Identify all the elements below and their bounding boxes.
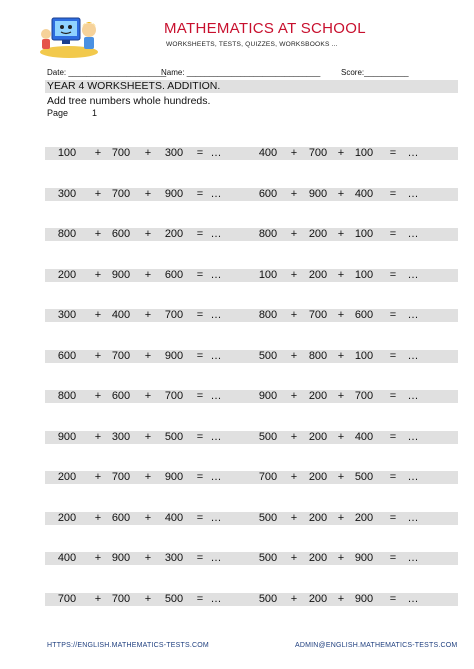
answer-blank[interactable]: …: [210, 430, 222, 443]
addend: 200: [308, 511, 328, 524]
equals-sign: =: [389, 349, 397, 362]
plus-sign: +: [144, 552, 152, 564]
score-field[interactable]: Score:__________: [341, 68, 409, 77]
plus-sign: +: [337, 187, 345, 200]
addend: 400: [258, 147, 278, 159]
plus-sign: +: [337, 511, 345, 524]
addend: 200: [164, 228, 184, 240]
answer-blank[interactable]: …: [210, 187, 222, 200]
plus-sign: +: [337, 268, 345, 281]
addend: 500: [258, 511, 278, 524]
plus-sign: +: [144, 592, 152, 605]
addend: 500: [164, 430, 184, 443]
addend: 200: [308, 430, 328, 443]
plus-sign: +: [337, 552, 345, 564]
plus-sign: +: [94, 471, 102, 483]
addend: 200: [308, 228, 328, 240]
equals-sign: =: [196, 552, 204, 564]
addend: 300: [164, 147, 184, 159]
addend: 700: [354, 390, 374, 402]
plus-sign: +: [290, 187, 298, 200]
page-number: 1: [92, 108, 98, 118]
plus-sign: +: [290, 309, 298, 321]
answer-blank[interactable]: …: [407, 552, 419, 564]
plus-sign: +: [337, 390, 345, 402]
plus-sign: +: [94, 430, 102, 443]
addend: 700: [111, 187, 131, 200]
plus-sign: +: [94, 147, 102, 159]
addend: 900: [258, 390, 278, 402]
footer-website[interactable]: HTTPS://ENGLISH.MATHEMATICS-TESTS.COM: [47, 642, 209, 649]
answer-blank[interactable]: …: [407, 147, 419, 159]
addend: 500: [258, 430, 278, 443]
equals-sign: =: [196, 349, 204, 362]
answer-blank[interactable]: …: [210, 309, 222, 321]
plus-sign: +: [290, 147, 298, 159]
plus-sign: +: [94, 187, 102, 200]
plus-sign: +: [94, 309, 102, 321]
equals-sign: =: [196, 511, 204, 524]
equals-sign: =: [196, 187, 204, 200]
equals-sign: =: [389, 228, 397, 240]
brand-subtitle: WORKSHEETS, TESTS, QUIZZES, WORKSBOOKS ...: [166, 41, 338, 48]
answer-blank[interactable]: …: [407, 187, 419, 200]
equals-sign: =: [389, 552, 397, 564]
addend: 100: [354, 147, 374, 159]
addend: 400: [354, 187, 374, 200]
logo-illustration: [38, 12, 100, 60]
equals-sign: =: [389, 187, 397, 200]
addend: 200: [354, 511, 374, 524]
addend: 600: [354, 309, 374, 321]
equals-sign: =: [389, 430, 397, 443]
addend: 900: [111, 552, 131, 564]
equals-sign: =: [389, 309, 397, 321]
answer-blank[interactable]: …: [407, 309, 419, 321]
answer-blank[interactable]: …: [210, 349, 222, 362]
plus-sign: +: [290, 228, 298, 240]
plus-sign: +: [94, 592, 102, 605]
addend: 300: [164, 552, 184, 564]
addend: 900: [354, 552, 374, 564]
plus-sign: +: [337, 228, 345, 240]
equals-sign: =: [196, 309, 204, 321]
plus-sign: +: [290, 592, 298, 605]
answer-blank[interactable]: …: [210, 552, 222, 564]
addend: 400: [111, 309, 131, 321]
addend: 500: [258, 552, 278, 564]
addend: 500: [164, 592, 184, 605]
plus-sign: +: [144, 349, 152, 362]
equals-sign: =: [196, 430, 204, 443]
equals-sign: =: [389, 147, 397, 159]
addend: 200: [308, 390, 328, 402]
plus-sign: +: [337, 471, 345, 483]
addend: 900: [354, 592, 374, 605]
addend: 600: [111, 228, 131, 240]
equals-sign: =: [196, 390, 204, 402]
addend: 500: [258, 592, 278, 605]
instruction-text: Add tree numbers whole hundreds.: [47, 95, 211, 107]
addend: 100: [258, 268, 278, 281]
addend: 200: [308, 471, 328, 483]
equals-sign: =: [389, 592, 397, 605]
answer-blank[interactable]: …: [210, 268, 222, 281]
plus-sign: +: [144, 268, 152, 281]
addend: 900: [308, 187, 328, 200]
plus-sign: +: [144, 511, 152, 524]
addend: 800: [57, 228, 77, 240]
date-field[interactable]: Date: ______________________: [47, 68, 167, 77]
footer-email[interactable]: ADMIN@ENGLISH.MATHEMATICS-TESTS.COM: [295, 642, 458, 649]
addend: 700: [164, 390, 184, 402]
answer-blank[interactable]: …: [210, 147, 222, 159]
plus-sign: +: [337, 349, 345, 362]
addend: 800: [308, 349, 328, 362]
plus-sign: +: [144, 187, 152, 200]
brand-title: MATHEMATICS AT SCHOOL: [164, 20, 366, 37]
equals-sign: =: [196, 147, 204, 159]
addend: 900: [164, 471, 184, 483]
addend: 200: [57, 471, 77, 483]
addend: 700: [308, 309, 328, 321]
addend: 600: [111, 390, 131, 402]
equals-sign: =: [389, 390, 397, 402]
addend: 800: [258, 309, 278, 321]
addend: 400: [354, 430, 374, 443]
addend: 800: [258, 228, 278, 240]
plus-sign: +: [144, 390, 152, 402]
plus-sign: +: [94, 552, 102, 564]
addend: 700: [111, 349, 131, 362]
plus-sign: +: [144, 309, 152, 321]
plus-sign: +: [337, 309, 345, 321]
plus-sign: +: [94, 268, 102, 281]
plus-sign: +: [144, 471, 152, 483]
answer-blank[interactable]: …: [210, 471, 222, 483]
plus-sign: +: [290, 268, 298, 281]
plus-sign: +: [144, 430, 152, 443]
answer-blank[interactable]: …: [407, 471, 419, 483]
equals-sign: =: [196, 592, 204, 605]
plus-sign: +: [337, 592, 345, 605]
plus-sign: +: [144, 147, 152, 159]
equals-sign: =: [389, 471, 397, 483]
addend: 200: [57, 268, 77, 281]
addend: 300: [57, 187, 77, 200]
addend: 400: [57, 552, 77, 564]
addend: 200: [308, 268, 328, 281]
answer-blank[interactable]: …: [407, 511, 419, 524]
addend: 700: [308, 147, 328, 159]
name-field[interactable]: Name: ______________________________: [161, 68, 321, 77]
plus-sign: +: [290, 430, 298, 443]
addend: 700: [164, 309, 184, 321]
addend: 600: [164, 268, 184, 281]
addend: 400: [164, 511, 184, 524]
addend: 300: [111, 430, 131, 443]
plus-sign: +: [337, 430, 345, 443]
plus-sign: +: [290, 471, 298, 483]
equals-sign: =: [196, 471, 204, 483]
addend: 300: [57, 309, 77, 321]
addend: 100: [57, 147, 77, 159]
answer-blank[interactable]: …: [407, 592, 419, 605]
addend: 600: [111, 511, 131, 524]
answer-blank[interactable]: …: [407, 228, 419, 240]
page-label: Page: [47, 108, 69, 118]
plus-sign: +: [144, 228, 152, 240]
addend: 700: [111, 471, 131, 483]
addend: 500: [354, 471, 374, 483]
answer-blank[interactable]: …: [407, 430, 419, 443]
plus-sign: +: [290, 349, 298, 362]
addend: 100: [354, 228, 374, 240]
answer-blank[interactable]: …: [210, 511, 222, 524]
addend: 700: [57, 592, 77, 605]
answer-blank[interactable]: …: [407, 390, 419, 402]
addend: 200: [308, 592, 328, 605]
plus-sign: +: [337, 147, 345, 159]
equals-sign: =: [196, 268, 204, 281]
answer-blank[interactable]: …: [407, 349, 419, 362]
plus-sign: +: [290, 511, 298, 524]
answer-blank[interactable]: …: [210, 228, 222, 240]
plus-sign: +: [94, 511, 102, 524]
addend: 800: [57, 390, 77, 402]
addend: 700: [111, 592, 131, 605]
equals-sign: =: [389, 268, 397, 281]
plus-sign: +: [94, 390, 102, 402]
addend: 100: [354, 349, 374, 362]
addend: 700: [258, 471, 278, 483]
addend: 900: [111, 268, 131, 281]
worksheet-title: YEAR 4 WORKSHEETS. ADDITION.: [47, 80, 221, 92]
answer-blank[interactable]: …: [210, 592, 222, 605]
addend: 900: [164, 349, 184, 362]
addend: 600: [258, 187, 278, 200]
plus-sign: +: [290, 552, 298, 564]
addend: 500: [258, 349, 278, 362]
addend: 700: [111, 147, 131, 159]
addend: 200: [57, 511, 77, 524]
equals-sign: =: [389, 511, 397, 524]
addend: 900: [164, 187, 184, 200]
plus-sign: +: [94, 349, 102, 362]
addend: 600: [57, 349, 77, 362]
equals-sign: =: [196, 228, 204, 240]
addend: 900: [57, 430, 77, 443]
answer-blank[interactable]: …: [407, 268, 419, 281]
addend: 100: [354, 268, 374, 281]
plus-sign: +: [94, 228, 102, 240]
addend: 200: [308, 552, 328, 564]
plus-sign: +: [290, 390, 298, 402]
answer-blank[interactable]: …: [210, 390, 222, 402]
